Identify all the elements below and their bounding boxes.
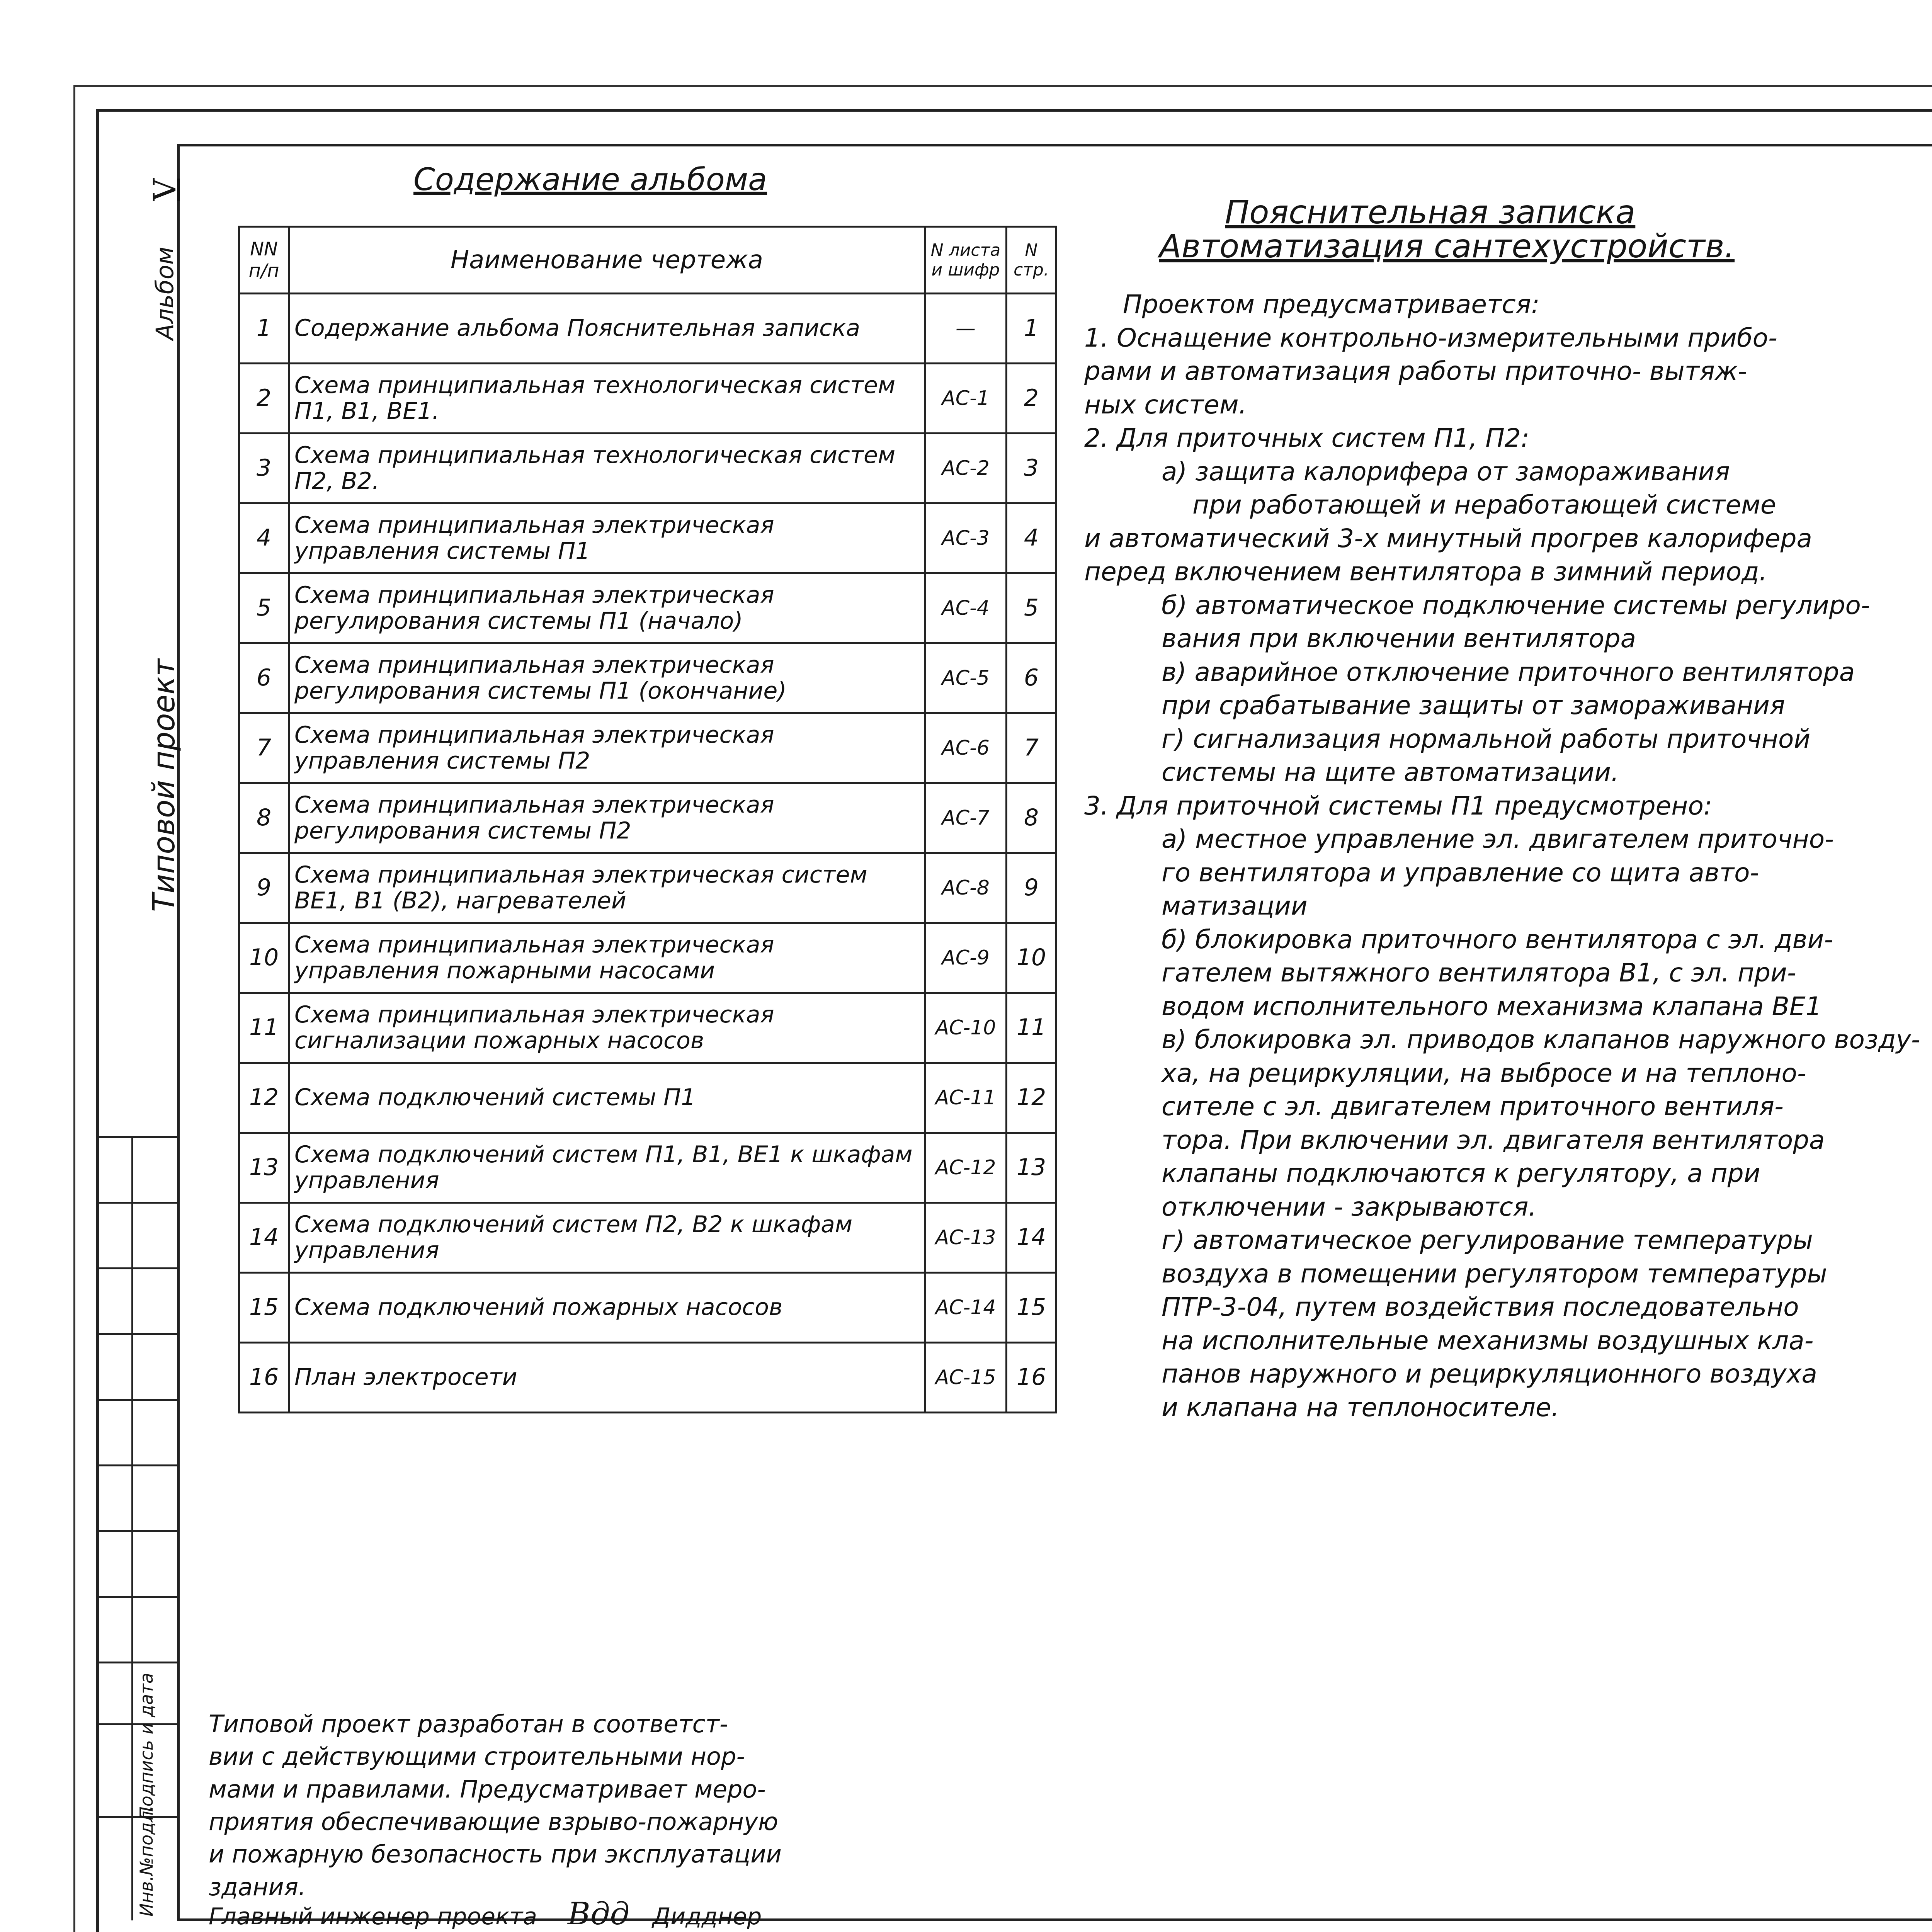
toc-row: [239, 364, 1056, 434]
chief-signature: Вдд: [568, 1896, 630, 1932]
toc-cell-sheet: АС-8: [925, 853, 1007, 923]
compliance-line: здания.: [209, 1872, 306, 1901]
toc-cell-name: Схема принципиальная электрическая управления пожарными насосами: [289, 923, 925, 993]
note-line: Проектом предусматривается:: [1123, 289, 1540, 319]
toc-row: [239, 294, 1056, 364]
toc-cell-page: 12: [1007, 1063, 1056, 1133]
toc-cell-sheet: АС-13: [925, 1203, 1007, 1273]
toc-row: [239, 783, 1056, 853]
toc-cell-page: 15: [1007, 1273, 1056, 1343]
toc-cell-sheet: АС-15: [925, 1343, 1007, 1413]
note-line: гателем вытяжного вентилятора В1, с эл. при-: [1162, 958, 1796, 988]
toc-cell-page: 10: [1007, 923, 1056, 993]
album-number: V: [147, 179, 183, 201]
note-line: при работающей и неработающей системе: [1192, 490, 1776, 520]
toc-row: [239, 503, 1056, 573]
contents-table: [238, 226, 1057, 1413]
note-line: матизации: [1162, 891, 1308, 921]
note-line: 1. Оснащение контрольно-измерительными прибо-: [1084, 323, 1777, 353]
note-line: го вентилятора и управление со щита авто-: [1162, 857, 1759, 888]
toc-row: [239, 1133, 1056, 1203]
note-line: в) аварийное отключение приточного вентилятора: [1162, 657, 1855, 687]
toc-cell-num: 14: [239, 1203, 289, 1273]
compliance-line: вии с действующими строительными нор-: [209, 1742, 745, 1771]
note-line: г) сигнализация нормальной работы приточной: [1162, 724, 1811, 754]
note-line: рами и автоматизация работы приточно- вытяж-: [1084, 356, 1747, 386]
note-line: при срабатывание защиты от замораживания: [1162, 690, 1785, 720]
toc-row: [239, 434, 1056, 503]
note-line: ха, на рециркуляции, на выбросе и на теплоно-: [1162, 1058, 1806, 1088]
toc-cell-page: 4: [1007, 503, 1056, 573]
toc-cell-num: 8: [239, 783, 289, 853]
toc-cell-num: 2: [239, 364, 289, 434]
toc-cell-page: 6: [1007, 643, 1056, 713]
note-line: г) автоматическое регулирование температуры: [1162, 1225, 1813, 1255]
toc-cell-page: 5: [1007, 573, 1056, 643]
toc-cell-page: 11: [1007, 993, 1056, 1063]
toc-cell-name: Схема принципиальная электрическая регулирования системы П2: [289, 783, 925, 853]
toc-cell-num: 5: [239, 573, 289, 643]
strip-sign-date: Подпись и дата: [136, 1672, 157, 1820]
compliance-note: [209, 1708, 782, 1903]
toc-cell-num: 7: [239, 713, 289, 783]
note-line: перед включением вентилятора в зимний период.: [1084, 557, 1767, 587]
toc-cell-name: Схема принципиальная технологическая систем П1, В1, ВЕ1.: [289, 364, 925, 434]
toc-cell-name: Схема принципиальная электрическая систем ВЕ1, В1 (В2), нагревателей: [289, 853, 925, 923]
toc-cell-name: Схема принципиальная электрическая управления системы П1: [289, 503, 925, 573]
toc-cell-page: 16: [1007, 1343, 1056, 1413]
toc-cell-page: 7: [1007, 713, 1056, 783]
compliance-line: Типовой проект разработан в соответст-: [209, 1710, 728, 1738]
toc-cell-sheet: АС-14: [925, 1273, 1007, 1343]
toc-cell-num: 3: [239, 434, 289, 503]
note-line: а) местное управление эл. двигателем приточно-: [1162, 824, 1834, 854]
note-line: 3. Для приточной системы П1 предусмотрено:: [1084, 791, 1713, 821]
compliance-line: мами и правилами. Предусматривает меро-: [209, 1775, 766, 1803]
col-num-header: NN п/п: [239, 227, 289, 294]
toc-cell-page: 8: [1007, 783, 1056, 853]
note-line: клапаны подключаются к регулятору, а при: [1162, 1158, 1760, 1188]
toc-cell-sheet: АС-5: [925, 643, 1007, 713]
toc-row: [239, 643, 1056, 713]
note-line: ПТР-3-04, путем воздействия последовательно: [1162, 1292, 1799, 1322]
note-line: на исполнительные механизмы воздушных кла-: [1162, 1325, 1814, 1355]
note-line: сителе с эл. двигателем приточного вентиля-: [1162, 1092, 1784, 1121]
note-line: системы на щите автоматизации.: [1162, 757, 1619, 787]
note-line: а) защита калорифера от замораживания: [1162, 456, 1730, 486]
note-line: воздуха в помещении регулятором температуры: [1162, 1259, 1827, 1289]
note-line: вания при включении вентилятора: [1162, 624, 1636, 653]
toc-row: [239, 993, 1056, 1063]
toc-cell-page: 2: [1007, 364, 1056, 434]
toc-cell-sheet: АС-12: [925, 1133, 1007, 1203]
toc-cell-name: Схема принципиальная электрическая регулирования системы П1 (окончание): [289, 643, 925, 713]
toc-cell-name: Схема принципиальная электрическая сигнализации пожарных насосов: [289, 993, 925, 1063]
note-line: ных систем.: [1084, 389, 1247, 420]
toc-cell-num: 4: [239, 503, 289, 573]
toc-cell-num: 12: [239, 1063, 289, 1133]
toc-row: [239, 853, 1056, 923]
toc-cell-sheet: АС-6: [925, 713, 1007, 783]
toc-cell-num: 10: [239, 923, 289, 993]
toc-cell-sheet: АС-4: [925, 573, 1007, 643]
toc-cell-name: Схема подключений систем П1, В1, ВЕ1 к шкафам управления: [289, 1133, 925, 1203]
toc-cell-num: 16: [239, 1343, 289, 1413]
toc-cell-num: 15: [239, 1273, 289, 1343]
note-line: б) автоматическое подключение системы регулиро-: [1162, 590, 1870, 620]
toc-cell-name: Схема принципиальная электрическая управления системы П2: [289, 713, 925, 783]
toc-cell-num: 9: [239, 853, 289, 923]
toc-cell-num: 13: [239, 1133, 289, 1203]
toc-cell-sheet: —: [925, 294, 1007, 364]
toc-cell-sheet: АС-7: [925, 783, 1007, 853]
toc-cell-sheet: АС-1: [925, 364, 1007, 434]
toc-cell-page: 1: [1007, 294, 1056, 364]
toc-cell-page: 9: [1007, 853, 1056, 923]
col-page-header: N стр.: [1007, 227, 1056, 294]
note-line: и автоматический 3-х минутный прогрев калорифера: [1084, 523, 1812, 553]
note-subtitle: Автоматизация сантехустройств.: [1159, 227, 1735, 265]
chief-engineer-line: [209, 1896, 762, 1932]
note-title: Пояснительная записка: [1225, 193, 1636, 231]
chief-label: Главный инженер проекта: [209, 1903, 537, 1930]
toc-cell-num: 1: [239, 294, 289, 364]
note-body: [1084, 288, 1920, 1424]
toc-row: [239, 1273, 1056, 1343]
compliance-line: и пожарную безопасность при эксплуатации: [209, 1840, 782, 1869]
toc-row: [239, 573, 1056, 643]
toc-row: [239, 713, 1056, 783]
chief-name: Дидднер: [652, 1903, 762, 1930]
note-line: 2. Для приточных систем П1, П2:: [1084, 423, 1530, 453]
toc-cell-sheet: АС-10: [925, 993, 1007, 1063]
toc-cell-sheet: АС-11: [925, 1063, 1007, 1133]
toc-cell-name: Схема подключений пожарных насосов: [289, 1273, 925, 1343]
toc-cell-page: 14: [1007, 1203, 1056, 1273]
toc-cell-name: Содержание альбома Пояснительная записка: [289, 294, 925, 364]
note-line: б) блокировка приточного вентилятора с эл. дви-: [1162, 924, 1833, 954]
toc-cell-name: Схема подключений системы П1: [289, 1063, 925, 1133]
toc-row: [239, 1063, 1056, 1133]
note-line: водом исполнительного механизма клапана ВЕ1: [1162, 991, 1822, 1021]
toc-cell-name: Схема подключений систем П2, В2 к шкафам управления: [289, 1203, 925, 1273]
toc-cell-sheet: АС-2: [925, 434, 1007, 503]
toc-cell-name: Схема принципиальная технологическая систем П2, В2.: [289, 434, 925, 503]
toc-cell-page: 3: [1007, 434, 1056, 503]
note-line: отключении - закрываются.: [1162, 1192, 1537, 1222]
toc-row: [239, 1343, 1056, 1413]
toc-cell-name: Схема принципиальная электрическая регулирования системы П1 (начало): [289, 573, 925, 643]
toc-cell-sheet: АС-9: [925, 923, 1007, 993]
note-line: панов наружного и рециркуляционного воздуха: [1162, 1359, 1817, 1389]
note-line: в) блокировка эл. приводов клапанов наружного возду-: [1162, 1025, 1920, 1054]
toc-row: [239, 923, 1056, 993]
toc-cell-page: 13: [1007, 1133, 1056, 1203]
toc-cell-num: 11: [239, 993, 289, 1063]
project-label: Типовой проект: [147, 658, 182, 912]
album-label: Альбом: [151, 247, 179, 340]
toc-row: [239, 1203, 1056, 1273]
col-sheet-header: N листа и шифр: [925, 227, 1007, 294]
toc-cell-num: 6: [239, 643, 289, 713]
compliance-line: приятия обеспечивающие взрыво-пожарную: [209, 1807, 778, 1836]
toc-title: Содержание альбома: [413, 162, 767, 197]
note-line: тора. При включении эл. двигателя вентилятора: [1162, 1125, 1825, 1155]
note-line: и клапана на теплоносителе.: [1162, 1392, 1560, 1422]
strip-inv-number: Инв.№подл.: [136, 1805, 157, 1917]
col-name-header: Наименование чертежа: [289, 227, 925, 294]
toc-cell-name: План электросети: [289, 1343, 925, 1413]
toc-cell-sheet: АС-3: [925, 503, 1007, 573]
